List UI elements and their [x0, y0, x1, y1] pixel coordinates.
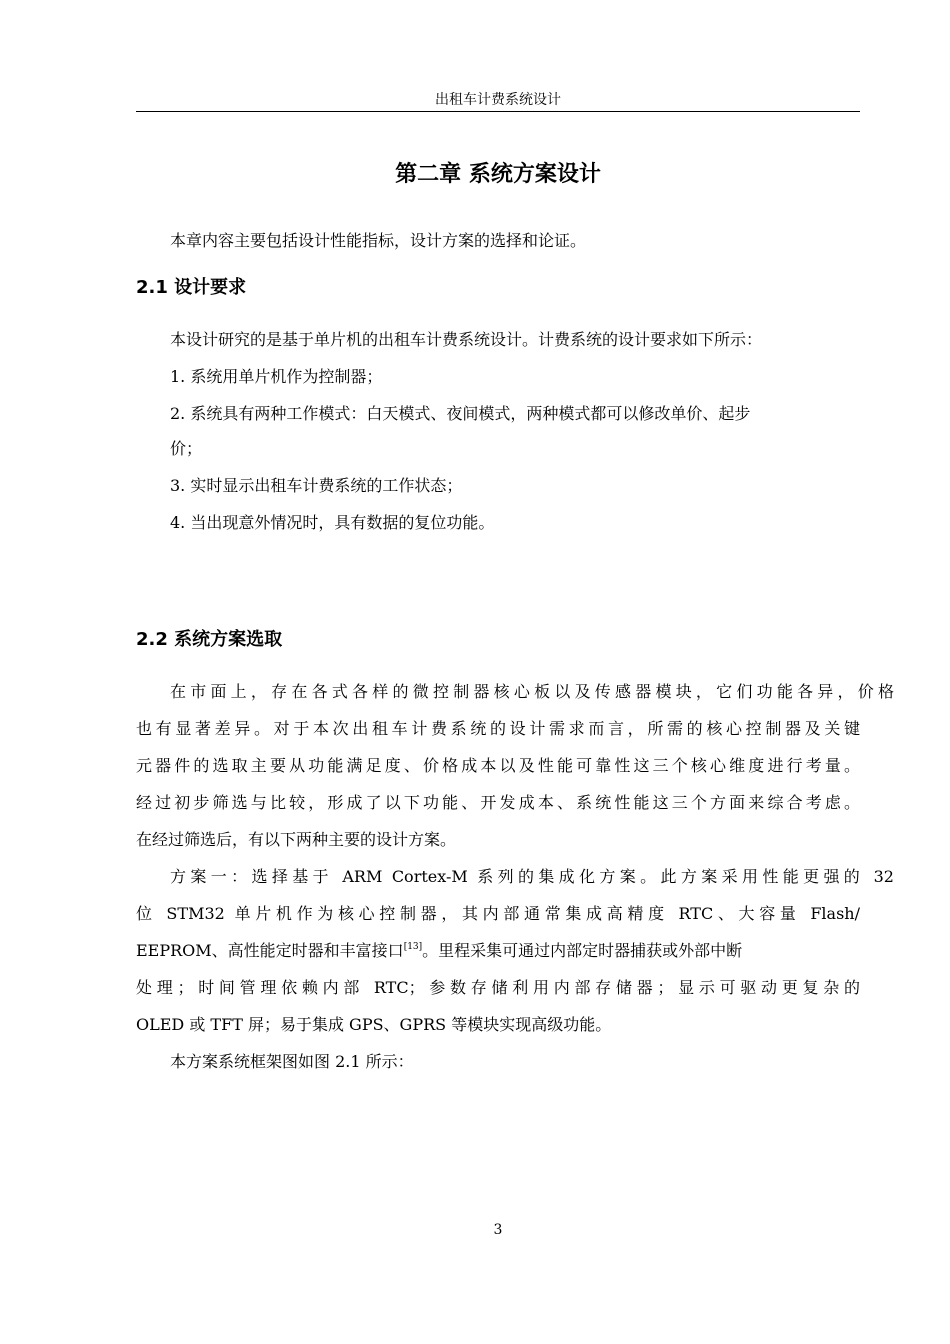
requirement-item-1: 1. 系统用单片机作为控制器；	[170, 367, 383, 386]
requirement-item-4: 4. 当出现意外情况时，具有数据的复位功能。	[170, 513, 495, 532]
paragraph-line-with-citation	[136, 940, 860, 962]
running-header: 出租车计费系统设计	[435, 92, 561, 108]
requirement-item-3: 3. 实时显示出租车计费系统的工作状态；	[170, 476, 463, 495]
paragraph-line: 元器件的选取主要从功能满足度、价格成本以及性能可靠性这三个核心维度进行考量。	[136, 756, 860, 775]
section-2-1-intro: 本设计研究的是基于单片机的出租车计费系统设计。计费系统的设计要求如下所示：	[170, 330, 763, 349]
citation-reference: [13]	[403, 942, 423, 952]
paragraph-line: 位 STM32 单片机作为核心控制器，其内部通常集成高精度 RTC、大容量 Flash/	[136, 904, 860, 923]
chapter-intro: 本章内容主要包括设计性能指标，设计方案的选择和论证。	[170, 231, 587, 250]
paragraph-line: 处理；时间管理依赖内部 RTC；参数存储利用内部存储器；显示可驱动更复杂的	[136, 978, 860, 997]
chapter-title: 第二章 系统方案设计	[395, 162, 601, 187]
paragraph-line: OLED 或 TFT 屏；易于集成 GPS、GPRS 等模块实现高级功能。	[136, 1015, 612, 1034]
requirement-item-2-continued: 价；	[170, 439, 203, 458]
paragraph-line: 也有显著差异。对于本次出租车计费系统的设计需求而言，所需的核心控制器及关键	[136, 719, 860, 738]
requirement-item-2: 2. 系统具有两种工作模式：白天模式、夜间模式，两种模式都可以修改单价、起步	[170, 404, 751, 423]
page-number: 3	[493, 1222, 503, 1238]
paragraph-line: 在经过筛选后，有以下两种主要的设计方案。	[136, 830, 457, 849]
paragraph-text: EEPROM、高性能定时器和丰富接口	[136, 941, 404, 960]
figure-reference-line: 本方案系统框架图如图 2.1 所示：	[170, 1052, 414, 1071]
paragraph-line: 在市面上，存在各式各样的微控制器核心板以及传感器模块，它们功能各异，价格	[170, 682, 894, 701]
header-rule	[136, 111, 860, 112]
paragraph-line: 经过初步筛选与比较，形成了以下功能、开发成本、系统性能这三个方面来综合考虑。	[136, 793, 860, 812]
paragraph-text: 。里程采集可通过内部定时器捕获或外部中断	[422, 941, 743, 960]
section-heading-2-2: 2.2 系统方案选取	[136, 629, 283, 650]
section-heading-2-1: 2.1 设计要求	[136, 277, 247, 298]
paragraph-line: 方案一：选择基于 ARM Cortex-M 系列的集成化方案。此方案采用性能更强的 32	[170, 867, 894, 886]
